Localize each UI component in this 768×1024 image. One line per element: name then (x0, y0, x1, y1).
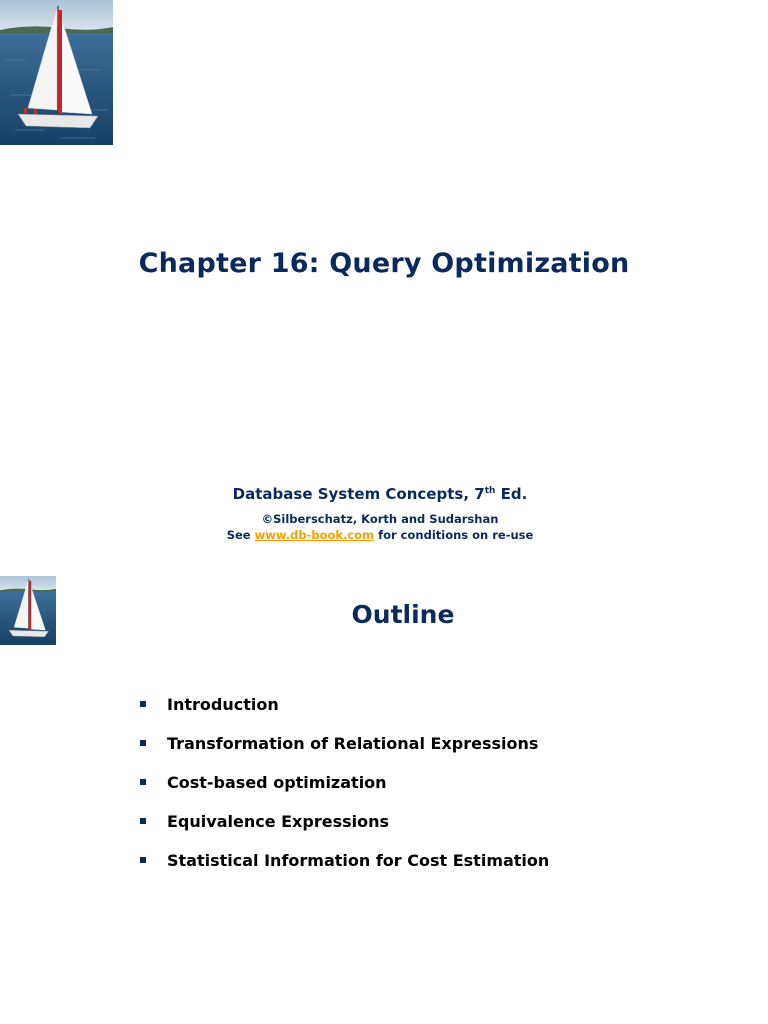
square-bullet-icon (140, 701, 146, 707)
square-bullet-icon (140, 740, 146, 746)
square-bullet-icon (140, 857, 146, 863)
book-name: Database System Concepts, 7 (232, 485, 485, 503)
see-prefix: See (226, 528, 255, 542)
sailboat-photo-icon (0, 0, 113, 145)
see-suffix: for conditions on re-use (374, 528, 534, 542)
outline-item-label: Cost-based optimization (167, 773, 387, 792)
book-title (0, 485, 760, 503)
reuse-conditions-line (0, 528, 760, 542)
book-suffix: Ed. (495, 485, 528, 503)
list-item (138, 772, 549, 811)
edition-superscript: th (484, 486, 496, 496)
chapter-title: Chapter 16: Query Optimization (138, 248, 630, 279)
db-book-link[interactable]: www.db-book.com (254, 528, 375, 542)
list-item (138, 694, 549, 733)
square-bullet-icon (140, 779, 146, 785)
outline-item-label: Equivalence Expressions (167, 812, 389, 831)
list-item (138, 733, 549, 772)
outline-slide (0, 572, 768, 1024)
square-bullet-icon (140, 818, 146, 824)
outline-list (138, 694, 549, 889)
copyright-line: ©Silberschatz, Korth and Sudarshan (261, 512, 499, 526)
outline-item-label: Statistical Information for Cost Estimation (167, 851, 550, 870)
list-item (138, 811, 549, 850)
outline-item-label: Introduction (167, 695, 279, 714)
outline-item-label: Transformation of Relational Expressions (167, 734, 539, 753)
list-item (138, 850, 549, 889)
outline-title: Outline (351, 600, 455, 629)
